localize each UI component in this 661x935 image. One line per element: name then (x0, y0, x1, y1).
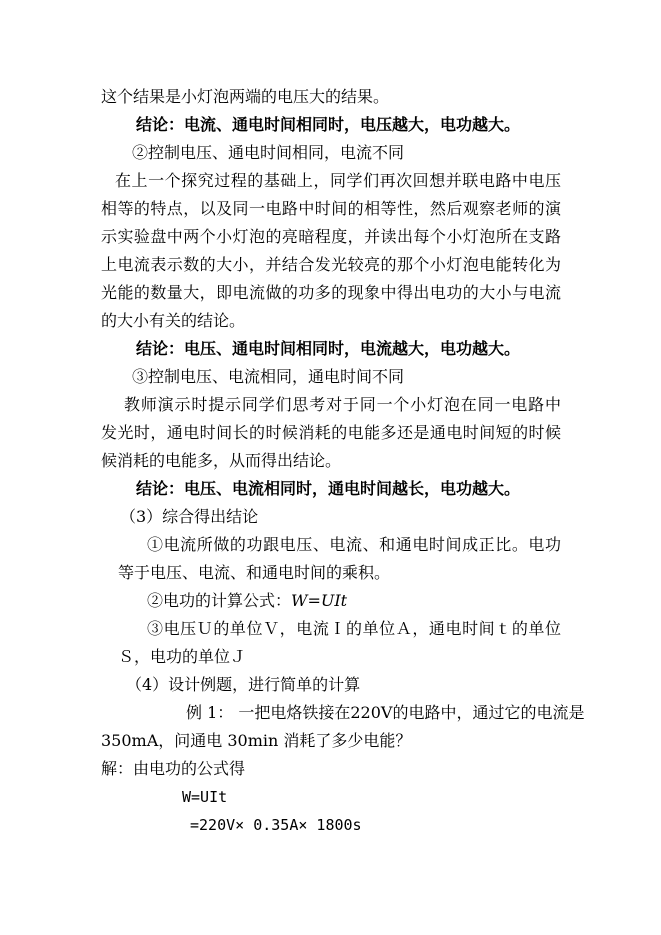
formula-line (147, 590, 347, 612)
text-line: 解：由电功的公式得 (101, 759, 246, 778)
subheading: ③控制电压、电流相同，通电时间不同 (132, 367, 405, 386)
text-line: 上电流表示数的大小，并结合发光较亮的那个小灯泡电能转化为 (101, 255, 561, 274)
text-line: 等于电压、电流、和通电时间的乘积。 (118, 563, 391, 582)
text-line: ③电压Ｕ的单位Ｖ，电流Ｉ的单位Ａ，通电时间ｔ的单位 (147, 619, 561, 638)
conclusion-line: 结论：电流、通电时间相同时，电压越大，电功越大。 (136, 115, 521, 134)
text-line: 示实验盘中两个小灯泡的亮暗程度，并读出每个小灯泡所在支路 (101, 227, 561, 246)
subheading: ②控制电压、通电时间相同，电流不同 (132, 143, 405, 162)
text-line: Ｓ，电功的单位Ｊ (118, 647, 247, 666)
section-heading: （3）综合得出结论 (120, 507, 259, 526)
section-heading: （4）设计例题，进行简单的计算 (126, 675, 361, 694)
text-line: 教师演示时提示同学们思考对于同一个小灯泡在同一电路中 (124, 395, 561, 414)
formula-text: W=UIt (291, 591, 348, 610)
text-line: 相等的特点，以及同一电路中时间的相等性，然后观察老师的演 (101, 199, 561, 218)
text-line: 例 1： 一把电烙铁接在220V的电路中，通过它的电流是 (186, 703, 585, 722)
text-line: 光能的数量大，即电流做的功多的现象中得出电功的大小与电流 (101, 283, 561, 302)
text-line: 这个结果是小灯泡两端的电压大的结果。 (101, 87, 390, 106)
text-line: 发光时，通电时间长的时候消耗的电能多还是通电时间短的时候 (101, 423, 561, 442)
equation-line: =220V× 0.35A× 1800s (190, 816, 362, 834)
conclusion-line: 结论：电压、电流相同时，通电时间越长，电功越大。 (136, 479, 521, 498)
text-line: 的大小有关的结论。 (101, 311, 246, 330)
text-line: 在上一个探究过程的基础上，同学们再次回想并联电路中电压 (115, 171, 561, 190)
conclusion-line: 结论：电压、通电时间相同时，电流越大，电功越大。 (136, 339, 521, 358)
text-line: ①电流所做的功跟电压、电流、和通电时间成正比。电功 (147, 535, 561, 554)
formula-label: ②电功的计算公式： (147, 591, 292, 610)
text-line: 350mA，问通电 30min 消耗了多少电能？ (101, 731, 412, 750)
equation-line: W=UIt (182, 788, 228, 806)
text-line: 候消耗的电能多，从而得出结论。 (101, 451, 342, 470)
